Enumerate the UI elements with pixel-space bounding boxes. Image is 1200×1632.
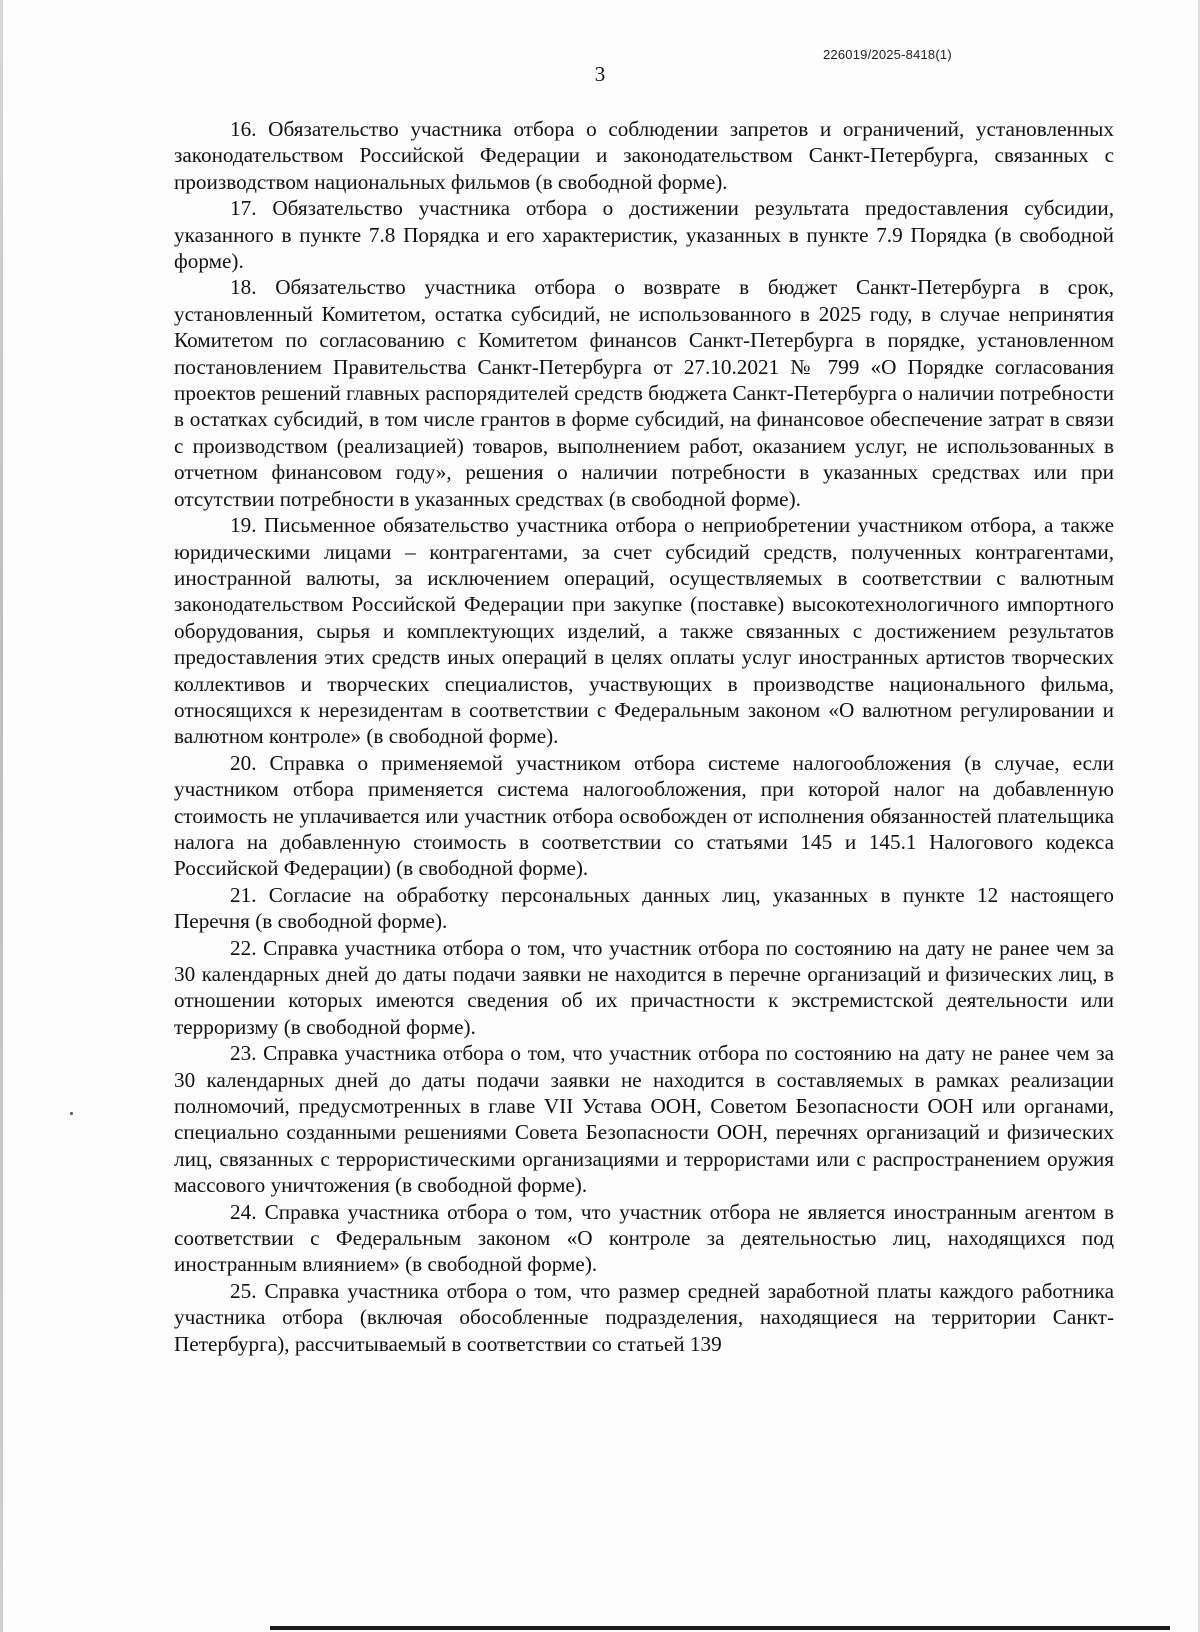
paragraph-24: 24. Справка участника отбора о том, что участник отбора не является иностранным агентом в соответствии с Федеральным законом «О контроле за деятельностью лиц, находящихся под иностранным влиянием» (в свободной форме).	[174, 1199, 1114, 1277]
document-body	[174, 116, 1114, 1357]
document-registration-number: 226019/2025-8418(1)	[823, 47, 952, 62]
paragraph-23: 23. Справка участника отбора о том, что участник отбора по состоянию на дату не ранее чем за 30 календарных дней до даты подачи заявки не находится в составляемых в рамках реализации полномочий, предусмотренных в главе VII Устава ООН, Советом Безопасности ООН или органами, специально созданными решениями Совета Безопасности ООН, перечнях организаций и физических лиц, связанных с террористическими организациями и террористами или с распространением оружия массового уничтожения (в свободной форме).	[174, 1041, 1114, 1198]
paragraph-18: 18. Обязательство участника отбора о возврате в бюджет Санкт-Петербурга в срок, установленный Комитетом, остатка субсидий, не использованного в 2025 году, в случае непринятия Комитетом по согласованию с Комитетом финансов Санкт-Петербурга в порядке, установленном постановлением Правительства Санкт-Петербурга от 27.10.2021 № 799 «О Порядке согласования проектов решений главных распорядителей средств бюджета Санкт-Петербурга о наличии потребности в остатках субсидий, в том числе грантов в форме субсидий, на финансовое обеспечение затрат в связи с производством (реализацией) товаров, выполнением работ, оказанием услуг, не использованных в отчетном финансовом году», решения о наличии потребности в указанных средствах или при отсутствии потребности в указанных средствах (в свободной форме).	[174, 275, 1114, 511]
paragraph-25: 25. Справка участника отбора о том, что размер средней заработной платы каждого работника участника отбора (включая обособленные подразделения, находящиеся на территории Санкт-Петербурга), рассчитываемый в соответствии со статьей 139	[174, 1278, 1114, 1356]
paragraph-20: 20. Справка о применяемой участником отбора системе налогообложения (в случае, если участником отбора применяется система налогообложения, при которой налог на добавленную стоимость не уплачивается или участник отбора освобожден от исполнения обязанностей плательщика налога на добавленную стоимость в соответствии со статьями 145 и 145.1 Налогового кодекса Российской Федерации) (в свободной форме).	[174, 750, 1114, 881]
scan-edge-left	[0, 0, 3, 1632]
scan-speck	[70, 1112, 73, 1115]
paragraph-19: 19. Письменное обязательство участника отбора о неприобретении участником отбора, а также юридическими лицами – контрагентами, за счет субсидий средств, полученных контрагентами, иностранной валюты, за исключением операций, осуществляемых в соответствии с валютным законодательством Российской Федерации при закупке (поставке) высокотехнологичного импортного оборудования, сырья и комплектующих изделий, а также связанных с достижением результатов предоставления этих средств иных операций в целях оплаты услуг иностранных артистов творческих коллективов и творческих специалистов, участвующих в производстве национального фильма, относящихся к нерезидентам в соответствии с Федеральным законом «О валютном регулировании и валютном контроле» (в свободной форме).	[174, 513, 1114, 749]
scan-bottom-edge	[270, 1626, 1170, 1630]
paragraph-22: 22. Справка участника отбора о том, что участник отбора по состоянию на дату не ранее чем за 30 календарных дней до даты подачи заявки не находится в перечне организаций и физических лиц, в отношении которых имеются сведения об их причастности к экстремистской деятельности или терроризму (в свободной форме).	[174, 935, 1114, 1039]
page-number: 3	[594, 62, 606, 86]
paragraph-21: 21. Согласие на обработку персональных данных лиц, указанных в пункте 12 настоящего Перечня (в свободной форме).	[174, 882, 1114, 934]
paragraph-16: 16. Обязательство участника отбора о соблюдении запретов и ограничений, установленных законодательством Российской Федерации и законодательством Санкт-Петербурга, связанных с производством национальных фильмов (в свободной форме).	[174, 117, 1114, 194]
paragraph-17: 17. Обязательство участника отбора о достижении результата предоставления субсидии, указанного в пункте 7.8 Порядка и его характеристик, указанных в пункте 7.9 Порядка (в свободной форме).	[174, 196, 1114, 274]
